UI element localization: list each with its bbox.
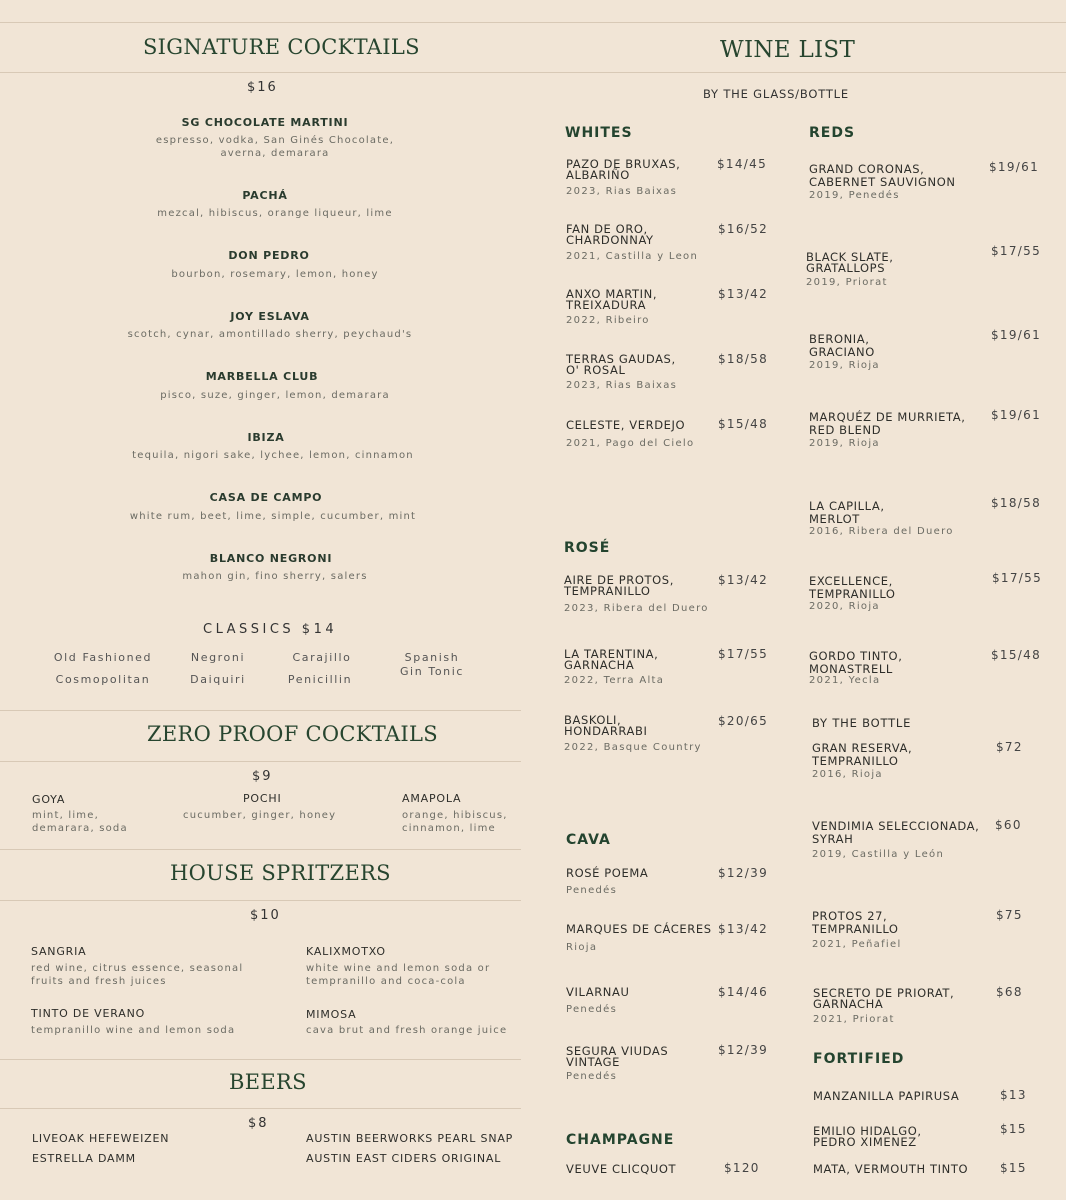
- wine-price: $60: [995, 818, 1022, 832]
- wine-origin: 2023, Ribera del Duero: [564, 603, 709, 614]
- wine-price: $120: [724, 1161, 760, 1175]
- wine-name: SEGURA VIUDAS VINTAGE: [566, 1044, 669, 1069]
- wine-price: $12/39: [718, 866, 769, 880]
- cocktail-name: MARBELLA CLUB: [205, 370, 319, 383]
- classic-item: Penicillin: [287, 673, 353, 686]
- wine-name: EMILIO HIDALGO, PEDRO XIMENEZ: [813, 1124, 922, 1149]
- wine-price: $19/61: [989, 160, 1040, 174]
- wine-name: MATA, VERMOUTH TINTO: [813, 1162, 969, 1176]
- beer-item: AUSTIN EAST CIDERS ORIGINAL: [306, 1152, 502, 1165]
- cocktail-desc: mezcal, hibiscus, orange liqueur, lime: [157, 208, 393, 219]
- spritzer-name: KALIXMOTXO: [306, 945, 386, 958]
- wine-price: $13/42: [718, 922, 769, 936]
- spritzer-name: SANGRIA: [31, 945, 87, 958]
- wine-price: $13: [1000, 1088, 1027, 1102]
- zero-item-desc: cucumber, ginger, honey: [183, 810, 337, 821]
- wine-price: $15/48: [991, 648, 1042, 662]
- fortified-title: FORTIFIED: [813, 1051, 905, 1067]
- wine-price: $72: [996, 740, 1023, 754]
- cocktail-name: JOY ESLAVA: [230, 310, 310, 323]
- classic-item: Carajillo: [292, 651, 352, 664]
- reds-title: REDS: [809, 125, 856, 141]
- wine-name: VENDIMIA SELECCIONADA, SYRAH: [812, 819, 980, 846]
- wine-name: MARQUÉZ DE MURRIETA, RED BLEND: [809, 410, 966, 437]
- wine-price: $17/55: [718, 647, 769, 661]
- wine-price: $15: [1000, 1161, 1027, 1175]
- wine-name: PROTOS 27, TEMPRANILLO: [812, 909, 899, 936]
- wine-origin: 2020, Rioja: [809, 601, 880, 612]
- wine-price: $14/46: [718, 985, 769, 999]
- wine-name: BERONIA, GRACIANO: [809, 332, 875, 359]
- wine-origin: 2019, Penedés: [809, 190, 900, 201]
- wine-price: $15: [1000, 1122, 1027, 1136]
- beers-title: BEERS: [229, 1070, 307, 1094]
- wine-origin: 2022, Basque Country: [564, 742, 702, 753]
- wine-price: $17/55: [992, 571, 1043, 585]
- wine-price: $13/42: [718, 287, 769, 301]
- classic-item: Daiquiri: [190, 673, 246, 686]
- wine-origin: 2016, Rioja: [812, 769, 883, 780]
- cocktail-name: PACHÁ: [242, 189, 288, 202]
- wine-origin: 2022, Terra Alta: [564, 675, 665, 686]
- wine-origin: 2022, Ribeiro: [566, 315, 650, 326]
- wine-price: $15/48: [718, 417, 769, 431]
- cocktail-name: IBIZA: [247, 431, 285, 444]
- cocktail-desc: bourbon, rosemary, lemon, honey: [171, 269, 379, 280]
- wine-origin: 2019, Priorat: [806, 277, 888, 288]
- wine-name: BLACK SLATE, GRATALLOPS: [806, 250, 894, 275]
- spritzer-desc: white wine and lemon soda or tempranillo and coca-cola: [306, 963, 491, 987]
- spritzer-name: TINTO DE VERANO: [31, 1007, 146, 1020]
- wine-price: $18/58: [718, 352, 769, 366]
- wine-name: GRAN RESERVA, TEMPRANILLO: [812, 741, 913, 768]
- wine-name: AIRE DE PROTOS, TEMPRANILLO: [564, 573, 674, 598]
- wine-origin: 2021, Peñafiel: [812, 939, 902, 950]
- wine-origin: 2016, Ribera del Duero: [809, 526, 954, 537]
- wine-price: $68: [996, 985, 1023, 999]
- whites-title: WHITES: [565, 125, 633, 141]
- cocktail-desc: espresso, vodka, San Ginés Chocolate, averna, demarara: [155, 135, 395, 159]
- zero-item-desc: orange, hibiscus, cinnamon, lime: [402, 810, 508, 834]
- wine-origin: Rioja: [566, 942, 598, 953]
- classic-item: Spanish Gin Tonic: [399, 651, 465, 678]
- beer-item: LIVEOAK HEFEWEIZEN: [32, 1132, 170, 1145]
- beer-item: ESTRELLA DAMM: [32, 1152, 136, 1165]
- spritzer-name: MIMOSA: [306, 1008, 357, 1021]
- signature-cocktails-title: SIGNATURE COCKTAILS: [143, 35, 420, 59]
- wine-name: ANXO MARTIN, TREIXADURA: [566, 287, 658, 312]
- wine-price: $17/55: [991, 244, 1042, 258]
- champagne-title: CHAMPAGNE: [566, 1132, 675, 1148]
- wine-name: TERRAS GAUDAS, O' ROSAL: [566, 352, 676, 377]
- wine-price: $13/42: [718, 573, 769, 587]
- cocktail-desc: pisco, suze, ginger, lemon, demarara: [160, 390, 390, 401]
- wine-price: $20/65: [718, 714, 769, 728]
- spritzer-desc: cava brut and fresh orange juice: [306, 1025, 508, 1036]
- wine-origin: 2019, Castilla y León: [812, 849, 945, 860]
- wine-name: VILARNAU: [566, 985, 630, 999]
- cocktail-desc: mahon gin, fino sherry, salers: [182, 571, 368, 582]
- beer-item: AUSTIN BEERWORKS PEARL SNAP: [306, 1132, 514, 1145]
- wine-name: EXCELLENCE, TEMPRANILLO: [809, 574, 896, 601]
- zero-item-desc: mint, lime, demarara, soda: [32, 810, 128, 834]
- wine-price: $12/39: [718, 1043, 769, 1057]
- cocktail-name: DON PEDRO: [228, 249, 310, 262]
- by-the-bottle-title: BY THE BOTTLE: [812, 716, 912, 730]
- wine-subtitle: BY THE GLASS/BOTTLE: [703, 87, 849, 101]
- signature-price: $16: [247, 80, 278, 95]
- wine-price: $19/61: [991, 408, 1042, 422]
- wine-price: $75: [996, 908, 1023, 922]
- cava-title: CAVA: [566, 832, 611, 848]
- wine-name: FAN DE ORO, CHARDONNAY: [566, 222, 654, 247]
- classic-item: Cosmopolitan: [55, 673, 151, 686]
- cocktail-name: BLANCO NEGRONI: [209, 552, 333, 565]
- classic-item: Old Fashioned: [53, 651, 153, 664]
- cocktail-name: SG CHOCOLATE MARTINI: [181, 116, 349, 129]
- beers-price: $8: [248, 1116, 269, 1131]
- wine-origin: 2021, Castilla y Leon: [566, 251, 699, 262]
- wine-origin: 2021, Yecla: [809, 675, 881, 686]
- cocktail-name: CASA DE CAMPO: [209, 491, 323, 504]
- wine-name: PAZO DE BRUXAS, ALBARIÑO: [566, 157, 681, 182]
- wine-price: $18/58: [991, 496, 1042, 510]
- cocktail-desc: white rum, beet, lime, simple, cucumber, mint: [129, 511, 417, 522]
- wine-origin: Penedés: [566, 885, 618, 896]
- wine-name: BASKOLI, HONDARRABI: [564, 713, 648, 738]
- zero-proof-price: $9: [252, 769, 273, 784]
- wine-name: ROSÉ POEMA: [566, 866, 649, 880]
- wine-origin: Penedés: [566, 1071, 618, 1082]
- spritzers-title: HOUSE SPRITZERS: [170, 861, 391, 885]
- rose-title: ROSÉ: [564, 540, 611, 556]
- wine-price: $14/45: [717, 157, 768, 171]
- zero-item-name: GOYA: [32, 793, 66, 806]
- wine-name: MARQUES DE CÁCERES: [566, 922, 712, 936]
- wine-price: $19/61: [991, 328, 1042, 342]
- wine-origin: 2023, Rias Baixas: [566, 380, 678, 391]
- wine-name: GORDO TINTO, MONASTRELL: [809, 649, 903, 676]
- zero-item-name: POCHI: [243, 792, 282, 805]
- wine-origin: 2021, Priorat: [813, 1014, 895, 1025]
- wine-origin: 2023, Rias Baixas: [566, 186, 678, 197]
- wine-name: CELESTE, VERDEJO: [566, 418, 686, 432]
- wine-name: VEUVE CLICQUOT: [566, 1162, 677, 1176]
- spritzer-desc: tempranillo wine and lemon soda: [31, 1025, 236, 1036]
- classic-item: Negroni: [190, 651, 246, 664]
- classics-title: CLASSICS $14: [203, 622, 338, 637]
- wine-origin: 2021, Pago del Cielo: [566, 438, 695, 449]
- spritzer-desc: red wine, citrus essence, seasonal fruits and fresh juices: [31, 963, 244, 987]
- wine-name: GRAND CORONAS, CABERNET SAUVIGNON: [809, 162, 956, 189]
- wine-name: LA CAPILLA, MERLOT: [809, 499, 885, 526]
- spritzers-price: $10: [250, 908, 281, 923]
- wine-name: SECRETO DE PRIORAT, GARNACHA: [813, 986, 955, 1011]
- wine-origin: 2019, Rioja: [809, 438, 880, 449]
- wine-origin: Penedés: [566, 1004, 618, 1015]
- wine-name: LA TARENTINA, GARNACHA: [564, 647, 659, 672]
- cocktail-desc: tequila, nigori sake, lychee, lemon, cinnamon: [132, 450, 414, 461]
- wine-name: MANZANILLA PAPIRUSA: [813, 1089, 960, 1103]
- wine-list-title: WINE LIST: [720, 37, 856, 63]
- zero-proof-title: ZERO PROOF COCKTAILS: [147, 722, 438, 746]
- zero-item-name: AMAPOLA: [402, 792, 462, 805]
- cocktail-desc: scotch, cynar, amontillado sherry, peychaud's: [127, 329, 413, 340]
- wine-price: $16/52: [718, 222, 769, 236]
- wine-origin: 2019, Rioja: [809, 360, 880, 371]
